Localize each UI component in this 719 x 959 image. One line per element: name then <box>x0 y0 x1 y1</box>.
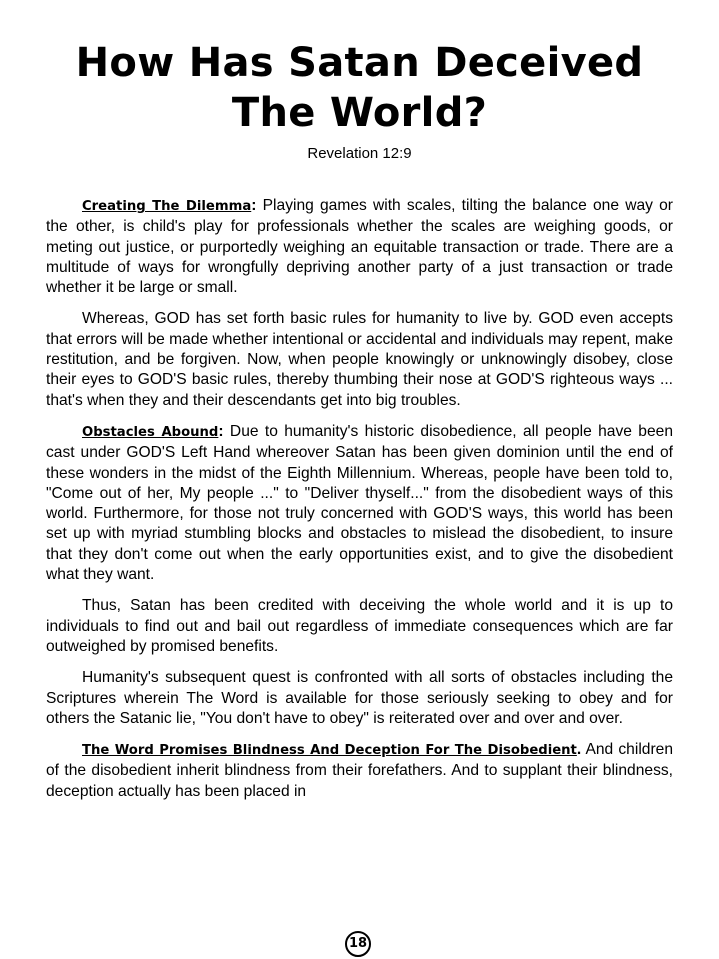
heading-punct: : <box>251 197 257 214</box>
paragraph-text: Playing games with scales, tilting the balance one way or the other, is child's play for professionals whether the scales are weighing goods, or meting out justice, or purportedly weighing an equitable transaction or trade. There are a multitude of ways for wrongfully depriving another party of a just transaction or trade whether it be large or small. <box>46 197 673 297</box>
paragraph-text: Due to humanity's historic disobedience, all people have been cast under GOD'S Left Hand whereover Satan has been given dominion until the end of these wonders in the midst of the Eighth Millennium. Whereas, people have been told to, "Come out of her, My people ..." to "Deliver thyself..." from the disobedient ways of this world. Furthermore, for those not truly concerned with GOD'S ways, this world has been set up with myriad stumbling blocks and obstacles to mislead the disobedient, to insure that they don't come out when the early opportunities exist, and to give the disobedient what they want. <box>46 422 673 584</box>
section-heading: Creating The Dilemma <box>82 199 252 214</box>
scripture-reference: Revelation 12:9 <box>307 145 412 162</box>
section-heading: The Word Promises Blindness And Deception For The Disobedient <box>82 743 577 759</box>
paragraph-word-promises <box>46 740 673 802</box>
paragraph: Whereas, GOD has set forth basic rules for humanity to live by. GOD even accepts that errors will be made whether intentional or accidental and individuals may repent, make restitution, and be forgiven. Now, when people knowingly or unknowingly disobey, close their eyes to GOD'S basic rules, thereby thumbing their nose at GOD'S righteous ways ... that's when they and their descendants get into big troubles. <box>46 310 673 409</box>
paragraph-creating-dilemma <box>46 196 673 298</box>
page-title <box>20 38 699 138</box>
title-line-2: The World? <box>231 90 488 136</box>
body-text <box>46 196 673 813</box>
heading-punct: : <box>218 422 224 440</box>
paragraph: Thus, Satan has been credited with deceiving the whole world and it is up to individuals to find out and bail out regardless of immediate consequences which are far outweighed by promised benefits. <box>46 597 673 655</box>
paragraph: Humanity's subsequent quest is confronted with all sorts of obstacles including the Scriptures wherein The Word is available for those seriously seeking to obey and for others the Satanic lie, "You don't have to obey" is reiterated over and over and over. <box>46 669 673 727</box>
paragraph-text: And children of the disobedient inherit blindness from their forefathers. And to supplant their blindness, deception actually has been placed in <box>46 741 673 800</box>
title-line-1: How Has Satan Deceived <box>75 40 644 86</box>
section-heading: Obstacles Abound <box>82 424 219 440</box>
paragraph-obstacles-abound <box>46 422 673 585</box>
page-number: 18 <box>345 931 371 957</box>
heading-punct: . <box>576 741 582 759</box>
